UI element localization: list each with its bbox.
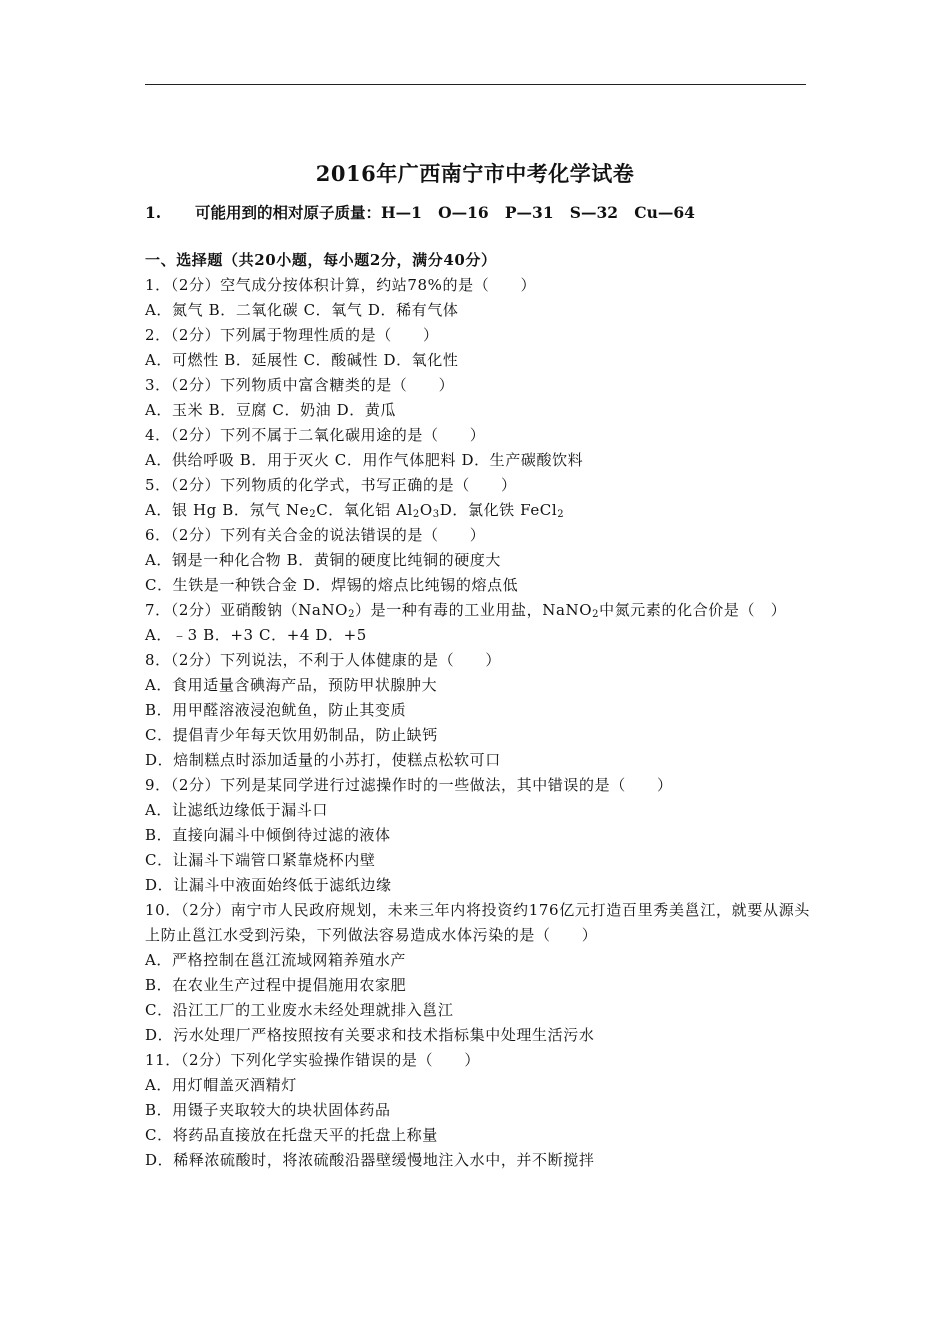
exam-content: [145, 248, 810, 1173]
atomic-mass-text: 可能用到的相对原子质量：H—1 O—16 P—31 S—32 Cu—64: [195, 203, 695, 222]
question-9-option-c: C．让漏斗下端管口紧靠烧杯内壁: [145, 851, 376, 869]
q5-option-d: D．氯化铁 FeCl: [439, 501, 558, 519]
question-10-option-c: C．沿江工厂的工业废水未经处理就排入邕江: [145, 1001, 454, 1019]
question-6-stem: 6．（2分）下列有关合金的说法错误的是（ ）: [145, 526, 486, 544]
question-6-options-2: C．生铁是一种铁合金 D．焊锡的熔点比纯锡的熔点低: [145, 576, 519, 594]
question-4-options: A．供给呼吸 B．用于灭火 C．用作气体肥料 D．生产碳酸饮料: [145, 451, 584, 469]
question-7-options: A．﹣3 B．+3 C．+4 D．+5: [145, 626, 367, 644]
question-11-option-c: C．将药品直接放在托盘天平的托盘上称量: [145, 1126, 438, 1144]
question-2-options: A．可燃性 B．延展性 C．酸碱性 D．氧化性: [145, 351, 459, 369]
question-9-stem: 9．（2分）下列是某同学进行过滤操作时的一些做法，其中错误的是（ ）: [145, 776, 673, 794]
atomic-mass-note: [145, 201, 695, 223]
question-5-stem: 5．（2分）下列物质的化学式，书写正确的是（ ）: [145, 476, 517, 494]
question-11-option-b: B．用镊子夹取较大的块状固体药品: [145, 1101, 391, 1119]
question-6-options-1: A．钢是一种化合物 B．黄铜的硬度比纯铜的硬度大: [145, 551, 502, 569]
q7-stem-part: 中氮元素的化合价是（ ）: [599, 601, 787, 619]
question-11-option-a: A．用灯帽盖灭酒精灯: [145, 1076, 297, 1094]
question-10-option-a: A．严格控制在邕江流域网箱养殖水产: [145, 951, 407, 969]
header-rule: [145, 84, 806, 85]
question-8-option-b: B．用甲醛溶液浸泡鱿鱼，防止其变质: [145, 701, 407, 719]
question-11-stem: 11．（2分）下列化学实验操作错误的是（ ）: [145, 1051, 480, 1069]
question-8-option-c: C．提倡青少年每天饮用奶制品，防止缺钙: [145, 726, 438, 744]
page-title: 2016年广西南宁市中考化学试卷: [315, 161, 635, 186]
q7-stem-part: ）是一种有毒的工业用盐，NaNO: [355, 601, 593, 619]
question-9-option-a: A．让滤纸边缘低于漏斗口: [145, 801, 329, 819]
question-8-option-d: D．焙制糕点时添加适量的小苏打，使糕点松软可口: [145, 751, 501, 769]
q7-stem-part: 7．（2分）亚硝酸钠（NaNO: [145, 601, 349, 619]
question-4-stem: 4．（2分）下列不属于二氧化碳用途的是（ ）: [145, 426, 486, 444]
question-10-stem: 10．（2分）南宁市人民政府规划，未来三年内将投资约176亿元打造百里秀美邕江，就要从源头上防止邕江水受到污染，下列做法容易造成水体污染的是（ ）: [145, 901, 810, 944]
question-10-option-d: D．污水处理厂严格按照按有关要求和技术指标集中处理生活污水: [145, 1026, 595, 1044]
q7-sub: 2: [348, 609, 356, 620]
q5-option-a: A．银 Hg B．氖气 Ne: [145, 501, 310, 519]
q7-sub: 2: [592, 609, 600, 620]
q5-sub: 2: [557, 509, 565, 520]
question-3-options: A．玉米 B．豆腐 C．奶油 D．黄瓜: [145, 401, 397, 419]
question-1-stem: 1．（2分）空气成分按体积计算，约站78%的是（ ）: [145, 276, 537, 294]
q5-option-c-mid: O: [419, 501, 433, 519]
q5-sub: 2: [309, 509, 317, 520]
atomic-mass-number: 1.: [145, 203, 162, 222]
question-9-option-b: B．直接向漏斗中倾倒待过滤的液体: [145, 826, 391, 844]
question-1-options: A．氮气 B．二氧化碳 C．氧气 D．稀有气体: [145, 301, 459, 319]
question-8-stem: 8．（2分）下列说法，不利于人体健康的是（ ）: [145, 651, 501, 669]
question-9-option-d: D．让漏斗中液面始终低于滤纸边缘: [145, 876, 392, 894]
question-2-stem: 2．（2分）下列属于物理性质的是（ ）: [145, 326, 439, 344]
q5-option-c: C．氧化铝 Al: [316, 501, 413, 519]
q5-sub: 2: [412, 509, 420, 520]
question-8-option-a: A．食用适量含碘海产品，预防甲状腺肿大: [145, 676, 438, 694]
question-11-option-d: D．稀释浓硫酸时，将浓硫酸沿器壁缓慢地注入水中，并不断搅拌: [145, 1151, 595, 1169]
question-3-stem: 3．（2分）下列物质中富含糖类的是（ ）: [145, 376, 455, 394]
question-5-options: [145, 498, 810, 523]
section-heading: 一、选择题（共20小题，每小题2分，满分40分）: [145, 251, 497, 269]
question-7-stem: [145, 598, 810, 623]
q5-sub: 3: [432, 509, 440, 520]
question-10-option-b: B．在农业生产过程中提倡施用农家肥: [145, 976, 407, 994]
